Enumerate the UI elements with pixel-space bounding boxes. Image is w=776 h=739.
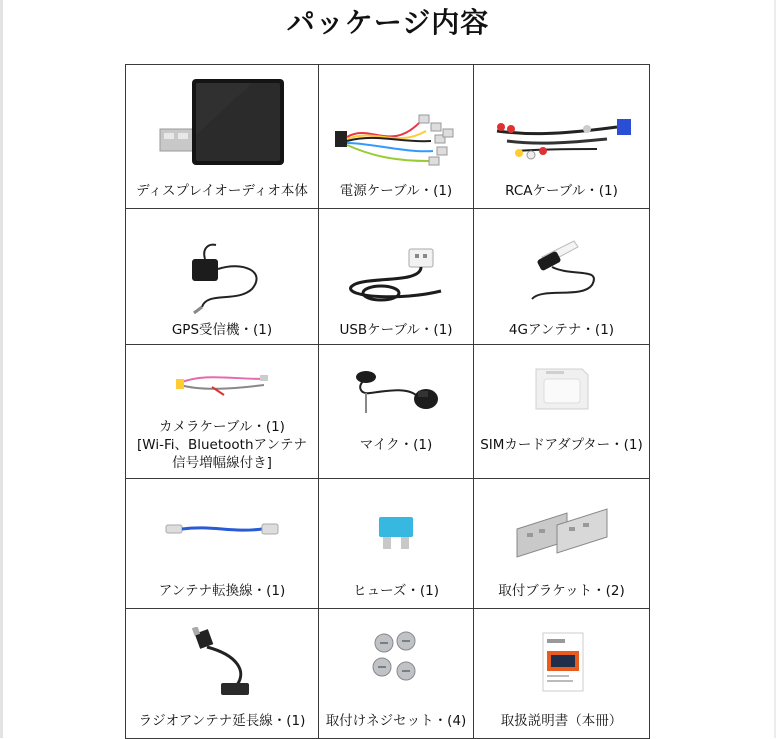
item-cell-usb-cable: [319, 209, 474, 345]
rca-cable-image: [474, 105, 649, 171]
label-line: カメラケーブル・(1): [159, 419, 285, 435]
item-label: ヒューズ・(1): [353, 583, 439, 599]
item-label: 取付ブラケット・(2): [498, 583, 625, 599]
item-label: ディスプレイオーディオ本体: [136, 183, 308, 199]
mounting-bracket-image: [474, 501, 649, 565]
item-cell-sim-adapter: [474, 345, 650, 479]
antenna-conversion-image: [126, 517, 318, 541]
item-label: マイク・(1): [359, 437, 433, 453]
item-label: アンテナ転換線・(1): [158, 583, 286, 599]
4g-antenna-image: [474, 237, 649, 307]
item-cell-radio-antenna-extension: [126, 609, 319, 739]
instruction-manual-image: [474, 631, 649, 695]
item-label: GPS受信機・(1): [171, 322, 273, 338]
item-cell-instruction-manual: [474, 609, 650, 739]
sim-adapter-image: [474, 365, 649, 413]
item-cell-camera-cable: [126, 345, 319, 479]
fuse-image: [319, 515, 473, 551]
left-border: [0, 0, 3, 738]
label-line: [Wi-Fi、Bluetoothアンテナ: [137, 437, 307, 453]
screw-set-image: [319, 631, 473, 689]
item-cell-4g-antenna: [474, 209, 650, 345]
item-cell-display-unit: [126, 65, 319, 209]
item-label: 4Gアンテナ・(1): [508, 322, 615, 338]
usb-cable-image: [319, 245, 473, 305]
label-line: 信号増幅線付き]: [172, 455, 272, 471]
item-label-multiline: [126, 418, 318, 472]
item-cell-rca-cable: [474, 65, 650, 209]
power-cable-image: [319, 103, 473, 173]
display-unit-image: [126, 75, 318, 171]
camera-cable-image: [126, 369, 318, 399]
page-title: パッケージ内容: [286, 6, 490, 39]
item-label: RCAケーブル・(1): [505, 183, 618, 199]
gps-receiver-image: [126, 241, 318, 317]
item-label: SIMカードアダプター・(1): [480, 437, 643, 453]
item-cell-gps-receiver: [126, 209, 319, 345]
item-cell-antenna-conversion: [126, 479, 319, 609]
item-cell-microphone: [319, 345, 474, 479]
microphone-image: [319, 365, 473, 417]
item-label: ラジオアンテナ延長線・(1): [138, 713, 306, 729]
item-cell-power-cable: [319, 65, 474, 209]
item-label: USBケーブル・(1): [339, 322, 453, 338]
item-label: 取付けネジセット・(4): [325, 713, 467, 729]
package-contents-table: [125, 64, 650, 739]
item-cell-screw-set: [319, 609, 474, 739]
item-cell-mounting-bracket: [474, 479, 650, 609]
item-label: 取扱説明書（本冊）: [500, 713, 623, 729]
item-cell-fuse: [319, 479, 474, 609]
radio-antenna-extension-image: [126, 627, 318, 699]
item-label: 電源ケーブル・(1): [339, 183, 453, 199]
